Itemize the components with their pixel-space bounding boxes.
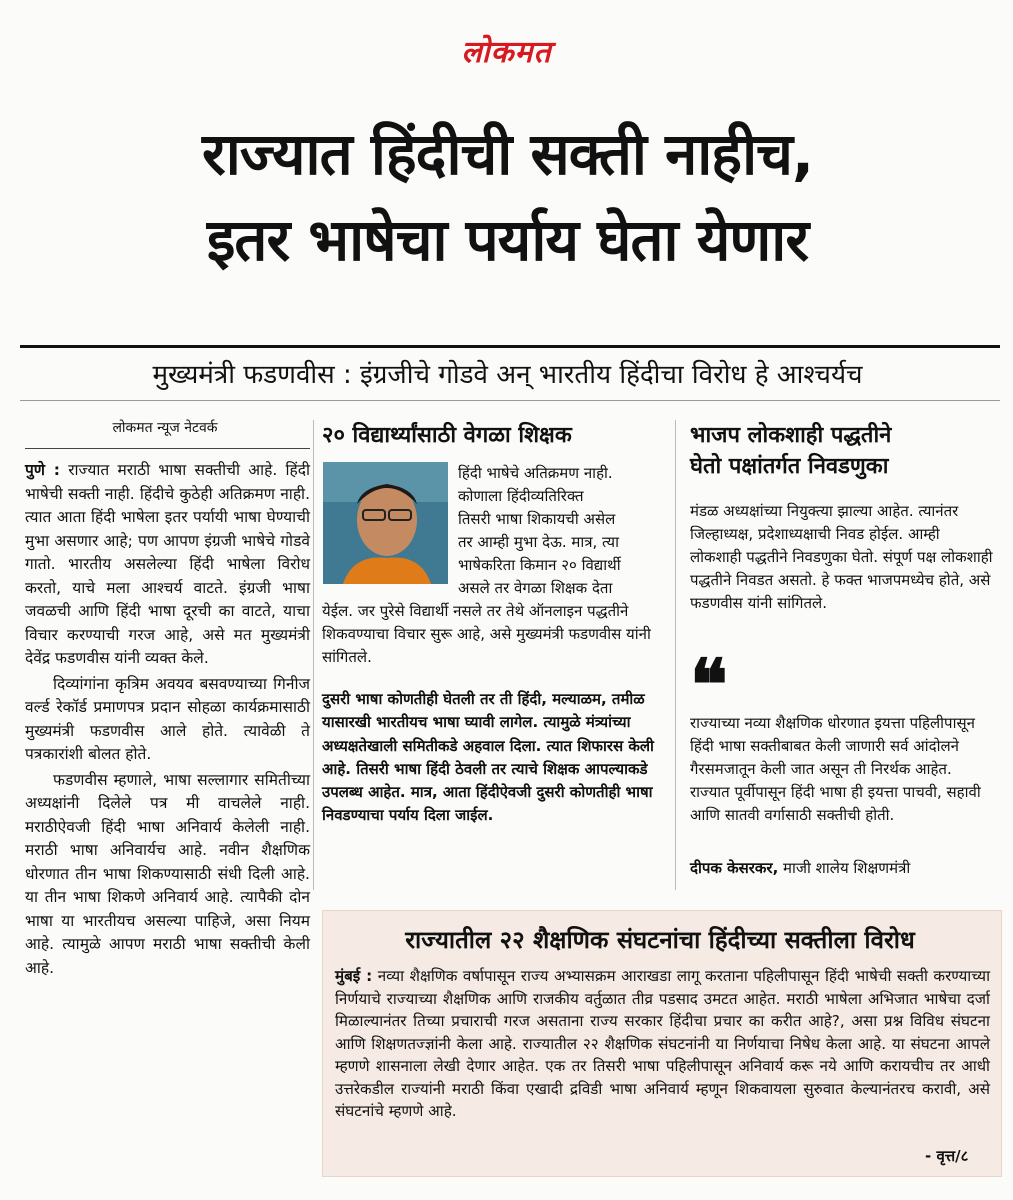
continued-reference: - वृत्त/८: [925, 1147, 969, 1165]
box-body: नव्या शैक्षणिक वर्षापासून राज्य अभ्यासक्रम आराखडा लागू करताना पहिलीपासून हिंदी भाषेची सक्ती करण्याच्या निर्णयाचे राज्याच्या शैक्षणिक आणि राजकीय वर्तुळात तीव्र पडसाद उमटत आहेत. मराठी भाषेला अभिजात भाषेचा दर्जा मिळाल्यानंतर तिच्या प्रचाराची गरज असताना राज्य सरकार हिंदीचा प्रचार का करीत आहे?, असा प्रश्न विविध संघटना आणि शिक्षणतज्ज्ञांनी केला आहे. राज्यातील २२ शैक्षणिक संघटनांनी या निर्णयाचा निषेध केला आहे. या संघटना आपले म्हणणे शासनाला लेखी देणार आहेत. एक तर तिसरी भाषा पहिलीपासून अनिवार्य करू नये आणि करायचीच तर आधी उत्तरेकडील राज्यांनी मराठी किंवा एखादी द्रविडी भाषा अनिवार्य म्हणून शिकवायला सुरुवात केल्यानंतरच करावी, असे संघटनांचे म्हणणे आहे.: [335, 967, 990, 1120]
middle-line-2: कोणाला हिंदीव्यतिरिक्त: [458, 487, 584, 505]
byline: लोकमत न्यूज नेटवर्क: [112, 420, 218, 436]
box-dateline-place: मुंबई :: [335, 967, 373, 985]
middle-para-1-rest: येईल. जर पुरेसे विद्यार्थी नसले तर तेथे ऑनलाइन पद्धतीने शिकवण्याचा विचार सुरू आहे, असे मुख्यमंत्री फडणवीस यांनी सांगितले.: [322, 602, 651, 666]
left-column: [25, 448, 310, 980]
middle-para-1-wrap: [458, 462, 663, 600]
quote-role: माजी शालेय शिक्षणमंत्री: [783, 859, 911, 877]
headline-line-1: राज्यात हिंदीची सक्ती नाहीच,: [202, 120, 813, 188]
right-heading: [690, 420, 1000, 482]
left-para-2: दिव्यांगांना कृत्रिम अवयव बसवण्याच्या गिनीज वर्ल्ड रेकॉर्ड प्रमाणपत्र प्रदान सोहळा कार्यक्रमासाठी मुख्यमंत्री फडणवीस आले होते. त्यावेळी ते पत्रकारांशी बोलत होते.: [25, 674, 310, 763]
middle-line-3: तिसरी भाषा शिकायची असेल: [458, 510, 616, 528]
column-divider-2: [675, 420, 676, 890]
middle-line-1: हिंदी भाषेचे अतिक्रमण नाही.: [458, 464, 613, 482]
headline-rule: [20, 345, 1000, 348]
quote-mark-icon: ❝: [690, 643, 728, 726]
column-divider-1: [313, 420, 314, 890]
portrait-image: [323, 462, 448, 584]
right-para-1: मंडळ अध्यक्षांच्या नियुक्त्या झाल्या आहेत. त्यानंतर जिल्हाध्यक्ष, प्रदेशाध्यक्षाची निवड होईल. आम्ही लोकशाही पद्धतीने निवडणुका घेतो. संपूर्ण पक्ष लोकशाही पद्धतीने निवडत असतो. हे फक्त भाजपमध्येच होते, असे फडणवीस यांनी सांगितले.: [690, 502, 993, 612]
headline-line-2: इतर भाषेचा पर्याय घेता येणार: [206, 206, 809, 274]
middle-para-2: दुसरी भाषा कोणतीही घेतली तर ती हिंदी, मल्याळम, तमीळ यासारखी भारतीयच भाषा घ्यावी लागेल. त्यामुळे मंत्र्यांच्या अध्यक्षतेखाली समितीकडे अहवाल दिला. त्यात शिफारस केली आहे. तिसरी भाषा हिंदी ठेवली तर त्याचे शिक्षक आपल्याकडे उपलब्ध आहेत. मात्र, आता हिंदीऐवजी दुसरी कोणतीही भाषा निवडण्याचा पर्याय दिला जाईल.: [322, 690, 654, 825]
middle-line-6: असले तर वेगळा शिक्षक देता: [458, 579, 613, 597]
dateline-place: पुणे :: [25, 461, 60, 479]
subheadline-rule: [20, 400, 1000, 401]
middle-heading: २० विद्यार्थ्यांसाठी वेगळा शिक्षक: [322, 423, 572, 448]
subheadline: मुख्यमंत्री फडणवीस : इंग्रजीचे गोडवे अन् भारतीय हिंदीचा विरोध हे आश्चर्यच: [152, 360, 863, 390]
box-title: राज्यातील २२ शैक्षणिक संघटनांचा हिंदीच्या सक्तीला विरोध: [405, 926, 915, 954]
left-para-1-text: राज्यात मराठी भाषा सक्तीची आहे. हिंदी भाषेची सक्ती नाही. हिंदीचे कुठेही अतिक्रमण नाही. त्यात आता हिंदी भाषेला इतर पर्यायी भाषा घेण्याची मुभा असणार आहे; पण आपण इंग्रजी भाषेचे गोडवे गातो. भारतीय असलेल्या हिंदी भाषेला विरोध करतो, याचे मला आश्चर्य वाटते. इंग्रजी भाषा जवळची आणि हिंदी भाषा दूरची का वाटते, याचा विचार करण्याची गरज आहे, असे मत मुख्यमंत्री देवेंद्र फडणवीस यांनी व्यक्त केले.: [25, 461, 310, 667]
middle-line-5: भाषेकरिता किमान २० विद्यार्थी: [458, 556, 621, 574]
left-para-3: फडणवीस म्हणाले, भाषा सल्लागार समितीच्या अध्यक्षांनी दिलेले पत्र मी वाचलेले नाही. मराठीऐवजी हिंदी भाषा अनिवार्य केलेली नाही. मराठी भाषा अनिवार्यच आहे. नवीन शैक्षणिक धोरणात तीन भाषा शिकण्यासाठी संधी दिली आहे. या तीन भाषा शिकणे अनिवार्य आहे. त्यापैकी दोन भाषा या भारतीयच असल्या पाहिजे, असा नियम आहे. त्यामुळे आपण मराठी भाषा सक्तीची केली आहे.: [25, 770, 310, 977]
cm-photo: [323, 462, 448, 584]
middle-line-4: तर आम्ही मुभा देऊ. मात्र, त्या: [458, 533, 619, 551]
pull-quote: राज्याच्या नव्या शैक्षणिक धोरणात इयत्ता पहिलीपासून हिंदी भाषा सक्तीबाबत केली जाणारी सर्व आंदोलने गैरसमजातून केली जात असून ती निरर्थक आहेत. राज्यात पूर्वीपासून हिंदी भाषा ही इयत्ता पाचवी, सहावी आणि सातवी वर्गासाठी सक्तीची होती.: [690, 714, 981, 824]
masthead-logo: लोकमत: [461, 35, 552, 70]
quote-author: दीपक केसरकर,: [690, 859, 779, 877]
right-heading-line-2: घेतो पक्षांतर्गत निवडणुका: [690, 454, 889, 479]
right-heading-line-1: भाजप लोकशाही पद्धतीने: [690, 423, 892, 448]
box-text: [335, 965, 990, 1123]
quote-attribution: [690, 857, 1000, 880]
left-para-1: [25, 459, 310, 671]
